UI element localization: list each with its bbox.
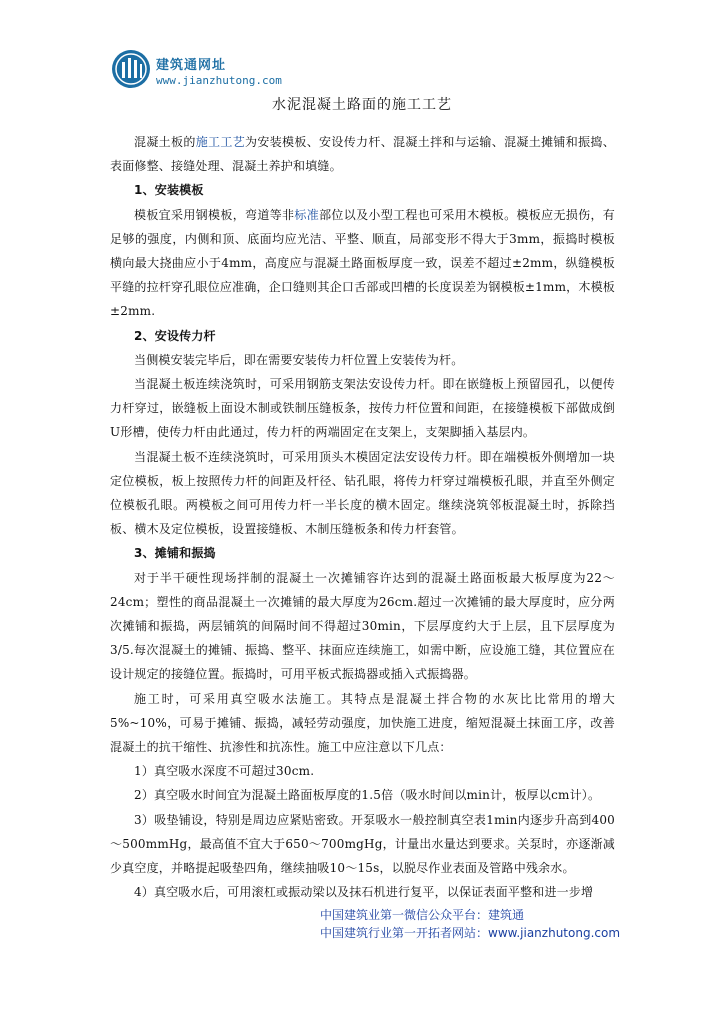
- logo-emblem-icon: [110, 48, 152, 90]
- intro-paragraph: [110, 130, 615, 178]
- page-footer: [320, 906, 620, 942]
- page-title: 水泥混凝土路面的施工工艺: [272, 97, 452, 113]
- logo-name: 建筑通网址: [156, 58, 227, 73]
- formwork-text-after: 部位以及小型工程也可采用木模板。模板应无损伤，有足够的强度，内侧和顶、底面均应光洁、平整、顺直，局部变形不得大于3mm，振捣时模板横向最大挠曲应小于4mm，高度应与混凝土路面板厚度一致，误差不超过±2mm，纵缝模板平缝的拉杆穿孔眼位应准确，企口缝则其企口舌部或凹槽的长度误差为钢模板±1mm，木模板±2mm.: [110, 207, 615, 319]
- paving-paragraph-2: 施工时，可采用真空吸水法施工。其特点是混凝土拌合物的水灰比比常用的增大5%~10%，可易于摊铺、振捣，减轻劳动强度，加快施工进度，缩短混凝土抹面工序，改善混凝土的抗干缩性、抗渗性和抗冻性。施工中应注意以下几点：: [110, 691, 615, 755]
- standard-link[interactable]: 标准: [294, 207, 320, 222]
- paving-item-4: 4）真空吸水后，可用滚杠或振动梁以及抹石机进行复平，以保证表面平整和进一步增: [134, 885, 594, 900]
- paving-item-2: 2）真空吸水时间宜为混凝土路面板厚度的1.5倍（吸水时间以min计，板厚以cm计）。: [134, 788, 601, 803]
- paving-paragraph-1: 对于半干硬性现场拌制的混凝土一次摊铺容许达到的混凝土路面板最大板厚度为22～24cm；塑性的商品混凝土一次摊铺的最大厚度为26cm.超过一次摊铺的最大厚度时，应分两次摊铺和振捣，两层铺筑的间隔时间不得超过30min，下层厚度约大于上层，且下层厚度为3/5.每次混凝土的摊铺、振捣、整平、抹面应连续施工，如需中断，应设施工缝，其位置应在设计规定的接缝位置。振捣时，可用平板式振捣器或插入式振捣器。: [110, 570, 615, 682]
- paving-item-1: 1）真空吸水深度不可超过30cm.: [134, 764, 315, 779]
- section-heading-formwork: 1、安装模板: [134, 183, 204, 198]
- footer-wechat-line: 中国建筑业第一微信公众平台：建筑通: [320, 908, 525, 922]
- paving-item-3: 3）吸垫铺设，特别是周边应紧贴密致。开泵吸水一般控制真空表1min内逐步升高到400～500mmHg，最高值不宜大于650～700mgHg，计量出水量达到要求。关泵时，亦逐渐减少真空度，并略提起吸垫四角，继续抽吸10～15s，以脱尽作业表面及管路中残余水。: [110, 812, 615, 876]
- footer-website-link[interactable]: 中国建筑行业第一开拓者网站：www.jianzhutong.com: [320, 926, 621, 940]
- formwork-text-before: 模板宜采用钢模板，弯道等非: [134, 207, 295, 222]
- intro-text-before: 混凝土板的: [134, 135, 196, 149]
- section-heading-paving: 3、摊铺和振捣: [134, 546, 216, 561]
- logo-url[interactable]: www.jianzhutong.com: [156, 74, 282, 87]
- dowel-paragraph-2: 当混凝土板连续浇筑时，可采用钢筋支架法安设传力杆。即在嵌缝板上预留园孔，以便传力杆穿过，嵌缝板上面设木制或铁制压缝板条，按传力杆位置和间距，在接缝模板下部做成倒U形槽，使传力杆由此通过，传力杆的两端固定在支架上，支架脚插入基层内。: [110, 377, 615, 440]
- document-body: [110, 130, 615, 905]
- section-heading-dowel-bars: 2、安设传力杆: [134, 328, 216, 343]
- dowel-paragraph-1: 当侧模安装完毕后，即在需要安装传力杆位置上安装传为杆。: [134, 352, 464, 367]
- dowel-paragraph-3: 当混凝土板不连续浇筑时，可采用顶头木模固定法安设传力杆。即在端模板外侧增加一块定位模板，板上按照传力杆的间距及杆径、钻孔眼，将传力杆穿过端模板孔眼，并直至外侧定位模板孔眼。两模板之间可用传力杆一半长度的横木固定。继续浇筑邻板混凝土时，拆除挡板、横木及定位模板，设置接缝板、木制压缝板条和传力杆套管。: [110, 449, 615, 537]
- construction-process-link[interactable]: 施工工艺: [195, 135, 246, 149]
- formwork-paragraph: [110, 203, 615, 324]
- site-logo[interactable]: [110, 48, 310, 98]
- intro-text-after: 为安装模板、安设传力杆、混凝土拌和与运输、混凝土摊铺和振捣、表面修整、接缝处理、混凝土养护和填缝。: [110, 135, 615, 174]
